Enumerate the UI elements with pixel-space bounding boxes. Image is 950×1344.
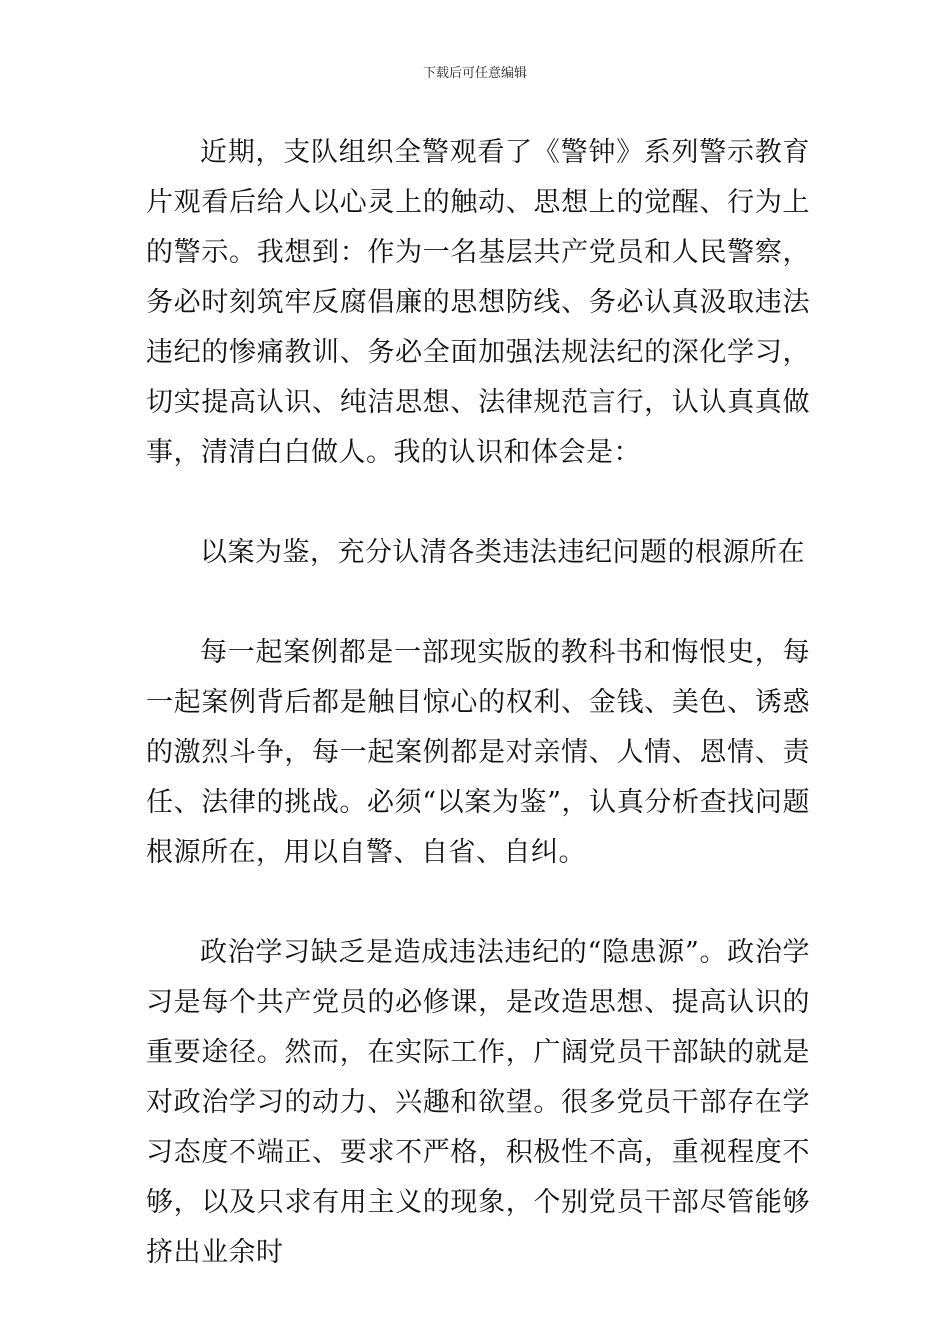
document-body [146,128,810,1278]
intro-paragraph: 近期，支队组织全警观看了《警钟》系列警示教育片观看后给人以心灵上的触动、思想上的觉醒、行为上的警示。我想到：作为一名基层共产党员和人民警察，务必时刻筑牢反腐倡廉的思想防线、务必认真汲取违法违纪的惨痛教训、务必全面加强法规法纪的深化学习，切实提高认识、纯洁思想、法律规范言行，认认真真做事，清清白白做人。我的认识和体会是： [146,137,810,468]
political-study-paragraph: 政治学习缺乏是造成违法违纪的“隐患源”。政治学习是每个共产党员的必修课，是改造思想、提高认识的重要途径。然而，在实际工作，广阔党员干部缺的就是对政治学习的动力、兴趣和欲望。很多党员干部存在学习态度不端正、要求不严格，积极性不高，重视程度不够，以及只求有用主义的现象，个别党员干部尽管能够挤出业余时 [146,937,810,1268]
paragraph-spacer [146,878,810,928]
section-heading: 以案为鉴，充分认清各类违法违纪问题的根源所在 [200,537,805,568]
case-paragraph: 每一起案例都是一部现实版的教科书和悔恨史，每一起案例背后都是触目惊心的权利、金钱、美色、诱惑的激烈斗争，每一起案例都是对亲情、人情、恩情、责任、法律的挑战。必须“以案为鉴”，认真分析查找问题根源所在，用以自警、自省、自纠。 [146,637,810,868]
paragraph-spacer [146,578,810,628]
paragraph-spacer [146,478,810,528]
page-header: 下载后可任意编辑 [422,66,527,81]
